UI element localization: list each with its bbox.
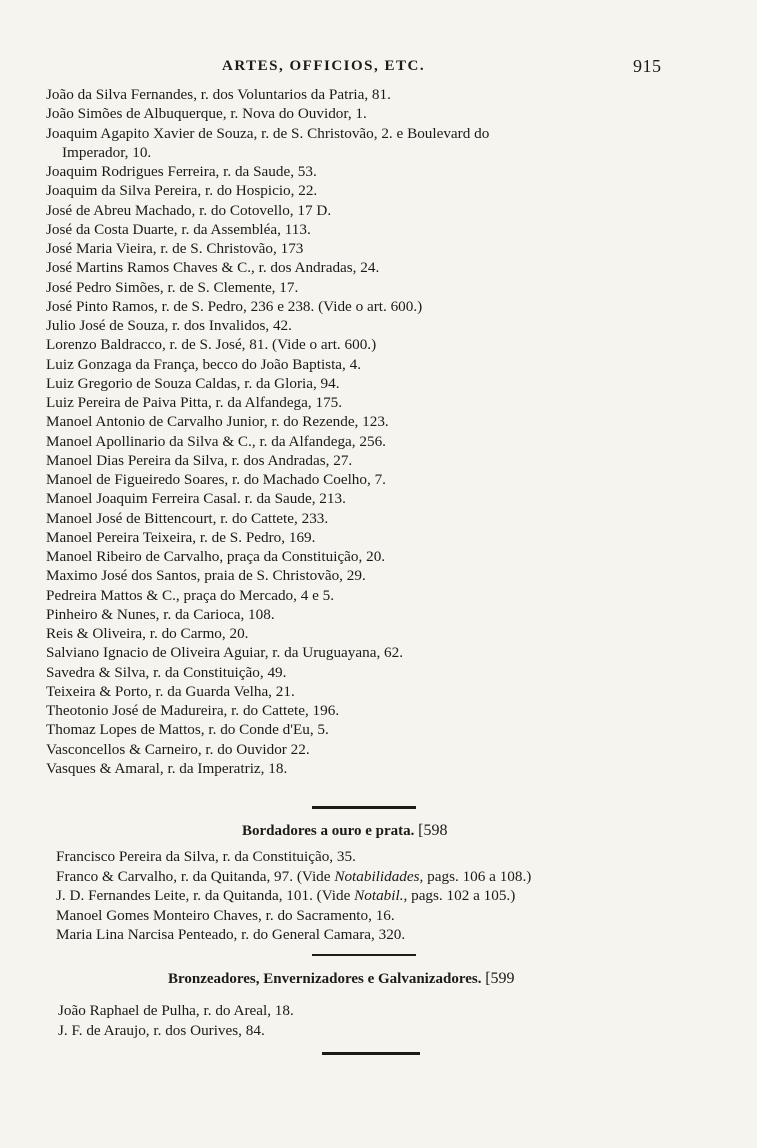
page-header: [0, 56, 757, 80]
directory-entry: Manoel Antonio de Carvalho Junior, r. do Rezende, 123.: [46, 413, 389, 431]
directory-entry: Maximo José dos Santos, praia de S. Christovão, 29.: [46, 567, 366, 585]
directory-entry: Reis & Oliveira, r. do Carmo, 20.: [46, 625, 249, 642]
section-title-text: Bordadores a ouro e prata.: [242, 823, 415, 839]
entry-italic-reference: Notabilidades: [334, 867, 420, 885]
directory-entry: José de Abreu Machado, r. do Cotovello, 17 D.: [46, 201, 332, 219]
directory-entry: José da Costa Duarte, r. da Assembléa, 113.: [46, 220, 311, 238]
directory-entry: [56, 907, 395, 925]
entry-italic-reference: Notabil.: [354, 887, 404, 904]
section-title-bronzeadores: [168, 970, 515, 988]
directory-entry: José Pedro Simões, r. de S. Clemente, 17.: [46, 278, 299, 296]
entry-text-tail: , pags. 106 a 108.): [419, 867, 532, 885]
directory-entry: Joaquim Rodrigues Ferreira, r. da Saude, 53.: [46, 163, 317, 180]
directory-entry: Thomaz Lopes de Mattos, r. do Conde d'Eu, 5.: [46, 721, 329, 739]
entry-text-tail: , pags. 102 a 105.): [403, 887, 516, 904]
directory-entry: Salviano Ignacio de Oliveira Aguiar, r. da Uruguayana, 62.: [46, 644, 404, 662]
directory-entry: Manoel Dias Pereira da Silva, r. dos Andradas, 27.: [46, 451, 353, 469]
directory-entry: Manoel Pereira Teixeira, r. de S. Pedro, 169.: [46, 528, 316, 546]
directory-entry: Vasconcellos & Carneiro, r. do Ouvidor 22.: [46, 740, 310, 758]
directory-entry: João da Silva Fernandes, r. dos Voluntarios da Patria, 81.: [46, 86, 391, 103]
directory-entry: Joaquim Agapito Xavier de Souza, r. de S. Christovão, 2. e Boulevard do: [46, 124, 490, 142]
directory-entry: J. F. de Araujo, r. dos Ourives, 84.: [58, 1021, 265, 1039]
directory-entry: Manoel Apollinario da Silva & C., r. da Alfandega, 256.: [46, 432, 386, 450]
section-title-bordadores: [242, 822, 447, 840]
directory-entry: [56, 887, 515, 905]
page-number: 915: [633, 56, 662, 76]
section-reference: [598: [418, 822, 448, 839]
entry-text: J. D. Fernandes Leite, r. da Quitanda, 101. (Vide: [56, 887, 355, 904]
directory-entry: Savedra & Silva, r. da Constituição, 49.: [46, 663, 287, 681]
entry-text: Maria Lina Narcisa Penteado, r. do General Camara, 320.: [56, 926, 406, 943]
directory-entry: Julio José de Souza, r. dos Invalidos, 42.: [46, 317, 292, 334]
directory-entry: Teixeira & Porto, r. da Guarda Velha, 21.: [46, 682, 295, 700]
directory-entry: Lorenzo Baldracco, r. de S. José, 81. (Vide o art. 600.): [46, 336, 377, 354]
entry-text: Francisco Pereira da Silva, r. da Constituição, 35.: [56, 848, 356, 865]
section-divider-rule: [312, 954, 416, 956]
running-title: ARTES, OFFICIOS, ETC.: [222, 58, 426, 74]
directory-entry: Manoel de Figueiredo Soares, r. do Machado Coelho, 7.: [46, 471, 386, 488]
directory-entry: José Martins Ramos Chaves & C., r. dos Andradas, 24.: [46, 259, 380, 277]
directory-entry: Pinheiro & Nunes, r. da Carioca, 108.: [46, 605, 275, 623]
directory-entry: Luiz Pereira de Paiva Pitta, r. da Alfandega, 175.: [46, 394, 343, 411]
directory-entry: Manoel Ribeiro de Carvalho, praça da Constituição, 20.: [46, 548, 386, 565]
section-divider-rule: [312, 806, 416, 809]
directory-entry: Manoel José de Bittencourt, r. do Cattete, 233.: [46, 509, 329, 527]
directory-entry: Imperador, 10.: [62, 143, 152, 161]
directory-entry: [56, 848, 356, 866]
section-title-text: Bronzeadores, Envernizadores e Galvanizadores.: [168, 971, 482, 987]
entry-text: Franco & Carvalho, r. da Quitanda, 97. (Vide: [56, 867, 335, 885]
entry-text: Manoel Gomes Monteiro Chaves, r. do Sacramento, 16.: [56, 906, 395, 924]
directory-entry: Vasques & Amaral, r. da Imperatriz, 18.: [46, 759, 288, 777]
section-reference: [599: [485, 970, 515, 987]
directory-entry: João Simões de Albuquerque, r. Nova do Ouvidor, 1.: [46, 105, 367, 123]
directory-entry: José Maria Vieira, r. de S. Christovão, 173: [46, 240, 304, 257]
directory-entry: Manoel Joaquim Ferreira Casal. r. da Saude, 213.: [46, 490, 346, 508]
directory-entry: Luiz Gonzaga da França, becco do João Baptista, 4.: [46, 355, 362, 373]
section-divider-rule: [322, 1052, 420, 1055]
directory-entry: Theotonio José de Madureira, r. do Cattete, 196.: [46, 702, 340, 719]
directory-entry: Luiz Gregorio de Souza Caldas, r. da Gloria, 94.: [46, 374, 340, 392]
directory-entry: [56, 926, 405, 944]
directory-entry: Joaquim da Silva Pereira, r. do Hospicio, 22.: [46, 182, 318, 200]
directory-entry: José Pinto Ramos, r. de S. Pedro, 236 e 238. (Vide o art. 600.): [46, 297, 423, 315]
directory-entry: Pedreira Mattos & C., praça do Mercado, 4 e 5.: [46, 586, 335, 604]
directory-entry: [56, 868, 531, 886]
directory-entry: João Raphael de Pulha, r. do Areal, 18.: [58, 1002, 294, 1019]
